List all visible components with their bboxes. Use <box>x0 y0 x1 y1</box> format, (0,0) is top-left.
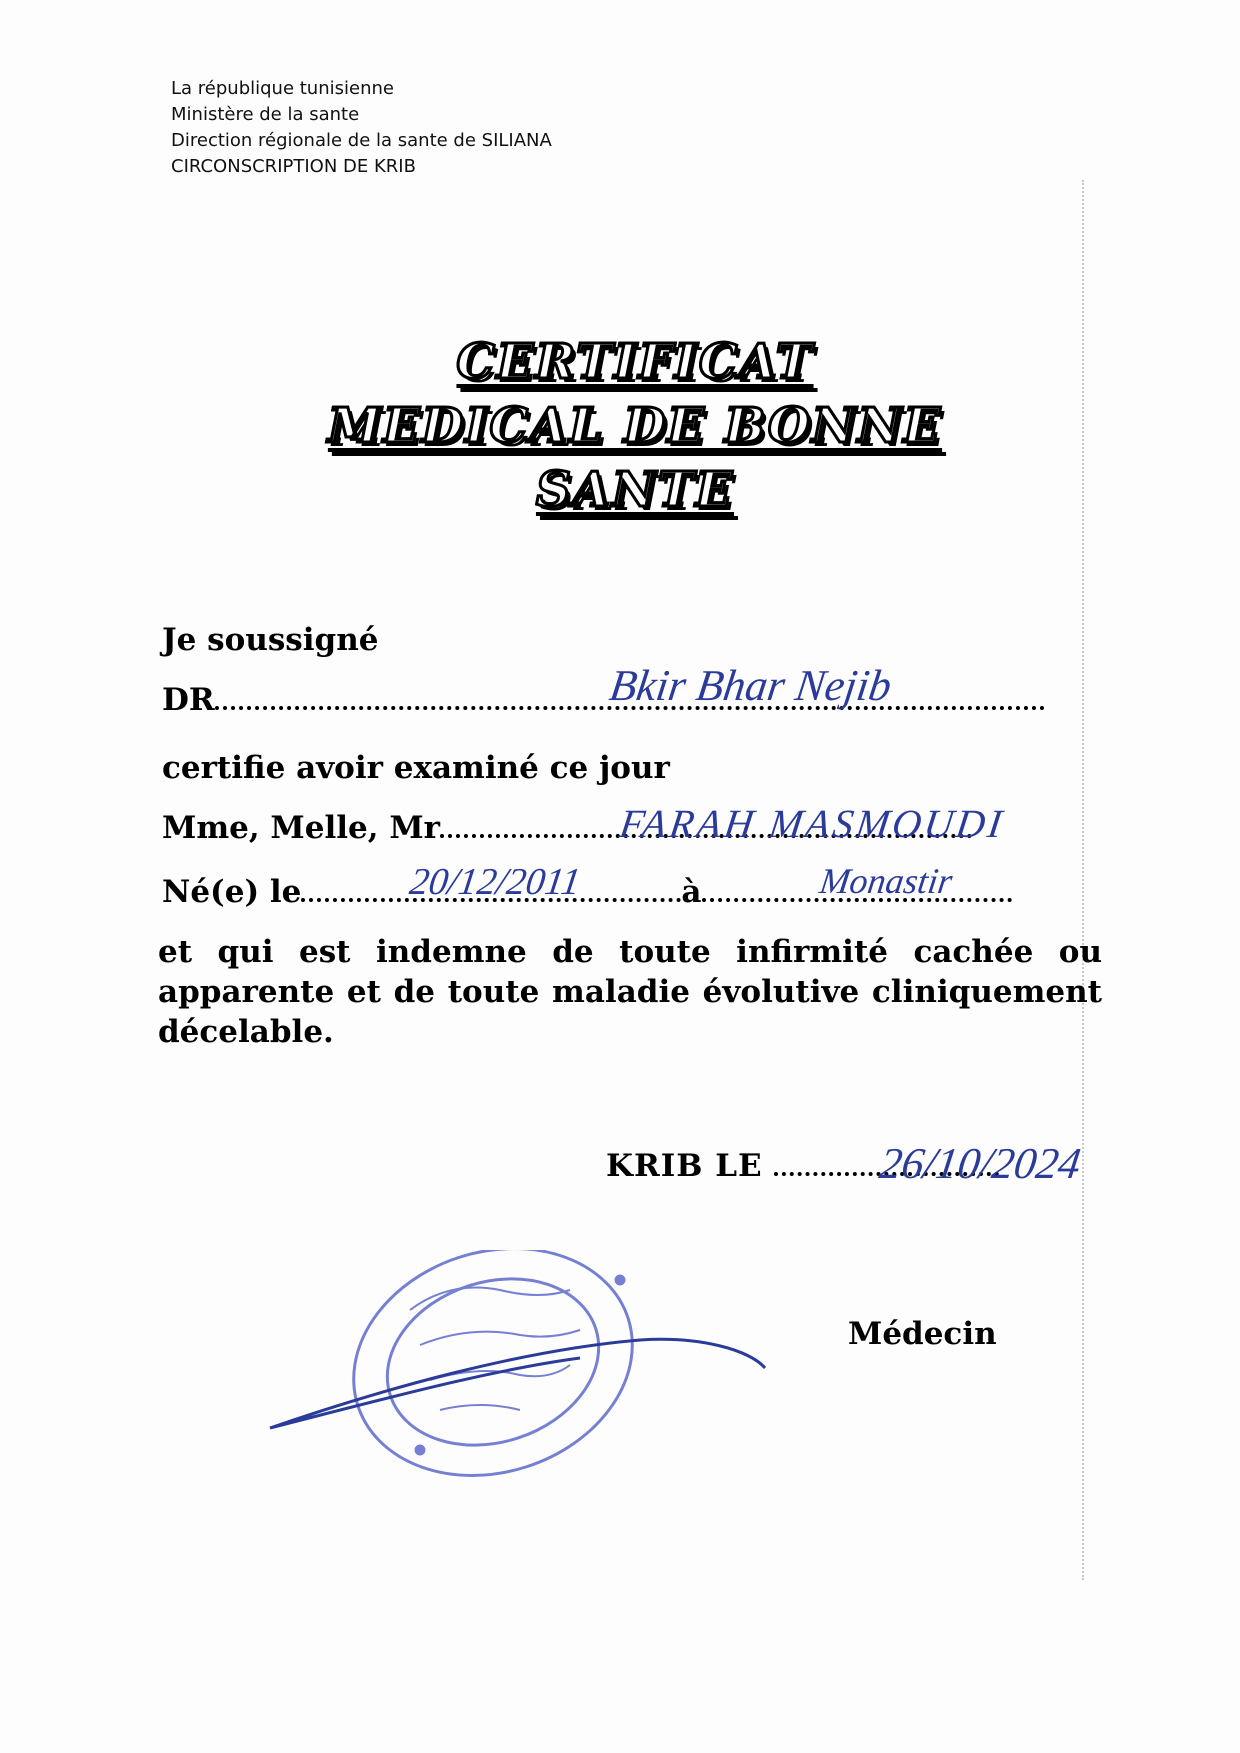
issuer-header <box>171 76 552 180</box>
birth-label: Né(e) le <box>162 874 302 910</box>
title-line-1: CERTIFICAT <box>456 334 814 390</box>
header-ministry: Ministère de la sante <box>171 104 360 125</box>
stamp-icon <box>260 1250 780 1490</box>
birth-at-label: à <box>681 874 702 910</box>
header-circonscription: CIRCONSCRIPTION DE KRIB <box>171 156 416 177</box>
header-country: La république tunisienne <box>171 78 394 99</box>
certificate-title <box>160 330 1110 522</box>
patient-label: Mme, Melle, Mr <box>162 810 440 846</box>
certifie-label: certifie avoir examiné ce jour <box>162 750 670 786</box>
doctor-name-handwritten: Bkir Bhar Nejib <box>606 661 895 710</box>
title-line-3: SANTE <box>535 462 735 518</box>
je-soussigne-label: Je soussigné <box>162 622 379 658</box>
place-date-label: KRIB LE <box>606 1148 763 1184</box>
doctor-stamp-and-signature <box>260 1250 780 1490</box>
patient-name-handwritten: FARAH MASMOUDI <box>616 801 1008 846</box>
signature-role-label: Médecin <box>848 1316 997 1352</box>
birth-date-handwritten: 20/12/2011 <box>407 861 584 903</box>
certificate-date-handwritten: 26/10/2024 <box>876 1139 1084 1188</box>
title-line-2: MEDICAL DE BONNE <box>327 398 943 454</box>
doctor-label: DR <box>162 682 215 718</box>
doctor-line <box>162 682 1045 718</box>
header-direction: Direction régionale de la sante de SILIANA <box>171 130 552 151</box>
health-statement: et qui est indemne de toute infirmité cachée ou apparente et de toute maladie évolutive cliniquement décelable. <box>158 934 1102 1050</box>
birth-place-handwritten: Monastir <box>817 861 955 901</box>
